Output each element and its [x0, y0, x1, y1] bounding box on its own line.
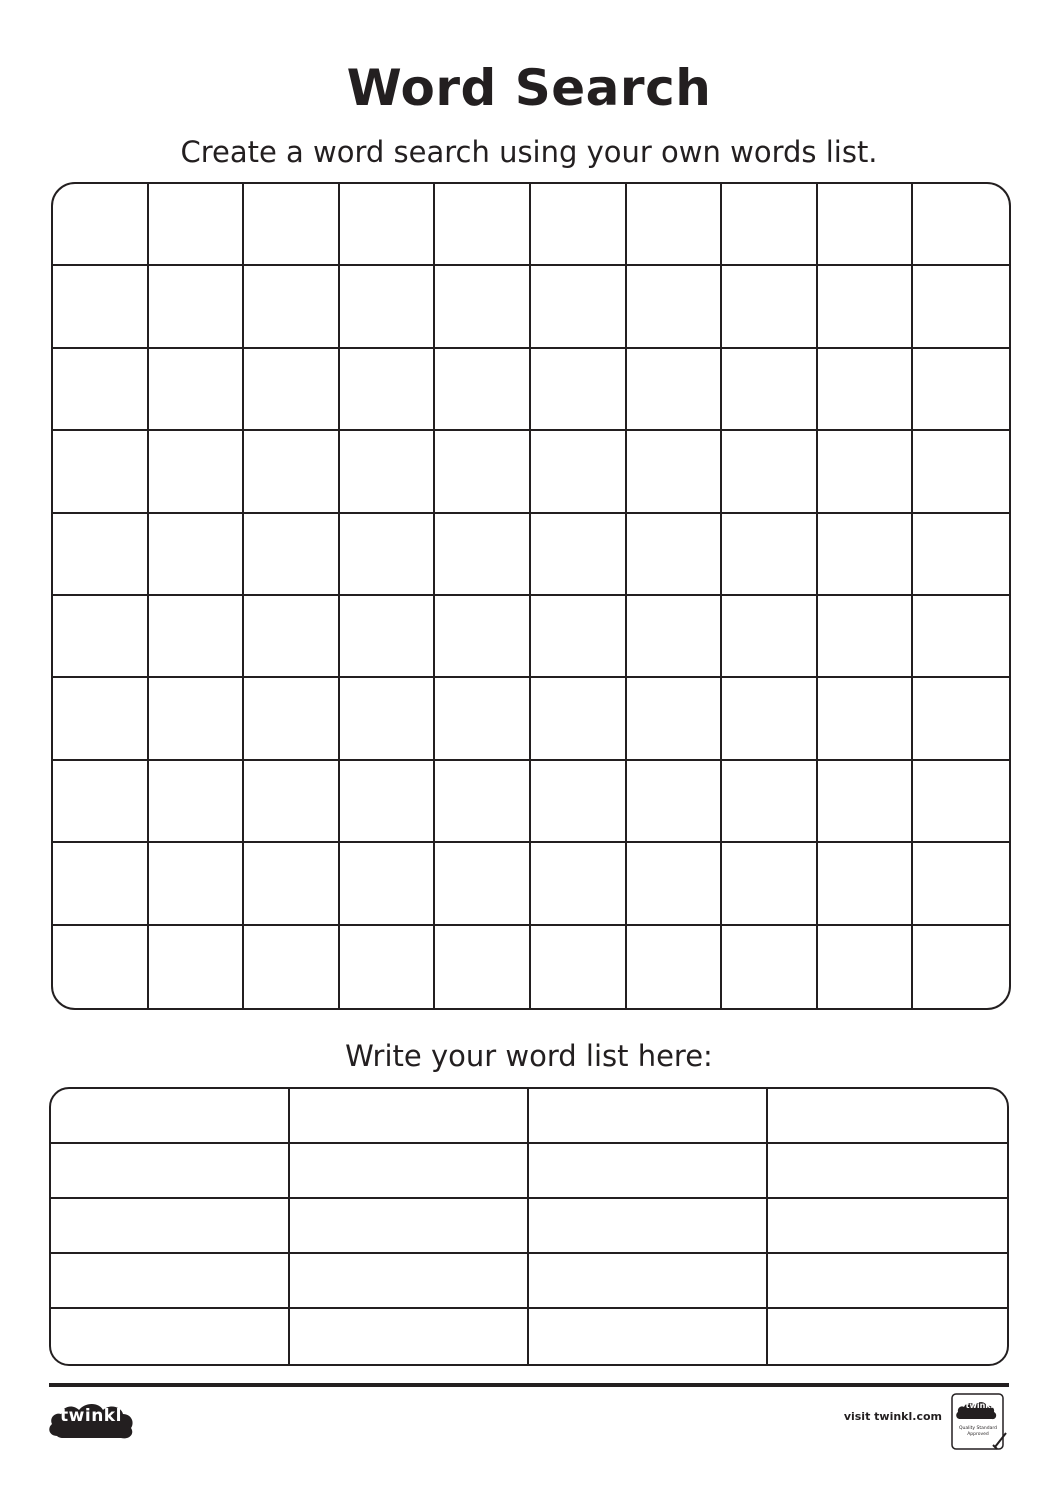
grid-cell[interactable]	[340, 596, 436, 678]
badge-logo-text: twinkl	[965, 1401, 994, 1410]
word-list-table	[49, 1087, 1009, 1366]
grid-cell[interactable]	[722, 926, 818, 1008]
page-title: Word Search	[346, 59, 712, 117]
grid-cell[interactable]	[435, 184, 531, 266]
page-subtitle: Create a word search using your own words list.	[180, 135, 878, 169]
grid-cell[interactable]	[53, 678, 149, 760]
grid-cell[interactable]	[340, 514, 436, 596]
grid-cell[interactable]	[531, 596, 627, 678]
grid-cell[interactable]	[531, 843, 627, 925]
grid-cell[interactable]	[818, 843, 914, 925]
grid-cell[interactable]	[340, 431, 436, 513]
grid-cell[interactable]	[722, 678, 818, 760]
word-list-cell[interactable]	[768, 1309, 1007, 1364]
grid-cell[interactable]	[149, 349, 245, 431]
word-list-cell[interactable]	[529, 1144, 768, 1199]
grid-cell[interactable]	[244, 678, 340, 760]
grid-cell[interactable]	[244, 431, 340, 513]
grid-cell[interactable]	[627, 678, 723, 760]
grid-cell[interactable]	[818, 926, 914, 1008]
grid-cell[interactable]	[149, 678, 245, 760]
grid-cell[interactable]	[531, 678, 627, 760]
grid-cell[interactable]	[53, 843, 149, 925]
grid-cell[interactable]	[818, 761, 914, 843]
grid-cell[interactable]	[149, 843, 245, 925]
grid-cell[interactable]	[149, 184, 245, 266]
grid-cell[interactable]	[435, 431, 531, 513]
grid-cell[interactable]	[818, 349, 914, 431]
grid-cell[interactable]	[435, 266, 531, 348]
grid-cell[interactable]	[340, 761, 436, 843]
grid-cell[interactable]	[818, 184, 914, 266]
word-search-grid	[51, 182, 1011, 1010]
grid-cell[interactable]	[531, 266, 627, 348]
grid-cell[interactable]	[531, 349, 627, 431]
grid-cell[interactable]	[627, 843, 723, 925]
grid-cell[interactable]	[53, 349, 149, 431]
word-list-cell[interactable]	[529, 1254, 768, 1309]
grid-cell[interactable]	[722, 266, 818, 348]
grid-cell[interactable]	[913, 926, 1009, 1008]
grid-cell[interactable]	[913, 349, 1009, 431]
grid-cell[interactable]	[531, 926, 627, 1008]
grid-cell[interactable]	[627, 514, 723, 596]
grid-cell[interactable]	[53, 431, 149, 513]
grid-cell[interactable]	[818, 596, 914, 678]
grid-cell[interactable]	[913, 514, 1009, 596]
grid-cell[interactable]	[53, 761, 149, 843]
grid-cell[interactable]	[435, 926, 531, 1008]
grid-cell[interactable]	[340, 349, 436, 431]
badge-caption-line2: Approved	[967, 1432, 989, 1437]
word-list-cell[interactable]	[51, 1199, 290, 1254]
word-list-cell[interactable]	[51, 1309, 290, 1364]
grid-cell[interactable]	[531, 184, 627, 266]
grid-cell[interactable]	[722, 184, 818, 266]
grid-cell[interactable]	[53, 514, 149, 596]
grid-cell[interactable]	[913, 184, 1009, 266]
word-list-cell[interactable]	[51, 1089, 290, 1144]
badge-caption-line1: Quality Standard	[959, 1426, 997, 1431]
grid-cell[interactable]	[53, 266, 149, 348]
visit-link[interactable]: visit twinkl.com	[843, 1410, 942, 1423]
grid-cell[interactable]	[149, 514, 245, 596]
grid-cell[interactable]	[627, 266, 723, 348]
grid-cell[interactable]	[913, 761, 1009, 843]
grid-cell[interactable]	[149, 926, 245, 1008]
grid-cell[interactable]	[244, 514, 340, 596]
grid-cell[interactable]	[149, 761, 245, 843]
grid-cell[interactable]	[722, 596, 818, 678]
grid-cell[interactable]	[722, 514, 818, 596]
grid-cell[interactable]	[435, 843, 531, 925]
quality-standard-badge	[951, 1393, 1008, 1450]
grid-cell[interactable]	[627, 596, 723, 678]
grid-cell[interactable]	[913, 431, 1009, 513]
grid-cell[interactable]	[53, 184, 149, 266]
grid-cell[interactable]	[818, 266, 914, 348]
grid-cell[interactable]	[913, 843, 1009, 925]
grid-cell[interactable]	[149, 596, 245, 678]
word-list-cell[interactable]	[768, 1254, 1007, 1309]
footer-divider	[49, 1383, 1009, 1387]
word-list-cell[interactable]	[768, 1089, 1007, 1144]
word-list-cell[interactable]	[768, 1199, 1007, 1254]
grid-cell[interactable]	[53, 596, 149, 678]
word-list-cell[interactable]	[290, 1254, 529, 1309]
grid-cell[interactable]	[149, 266, 245, 348]
grid-cell[interactable]	[340, 184, 436, 266]
grid-cell[interactable]	[340, 678, 436, 760]
twinkl-logo-text: twinkl	[60, 1406, 122, 1426]
word-list-cell[interactable]	[290, 1309, 529, 1364]
word-list-cell[interactable]	[290, 1089, 529, 1144]
grid-cell[interactable]	[435, 514, 531, 596]
grid-cell[interactable]	[244, 596, 340, 678]
grid-cell[interactable]	[818, 514, 914, 596]
grid-cell[interactable]	[244, 926, 340, 1008]
grid-cell[interactable]	[627, 926, 723, 1008]
grid-cell[interactable]	[435, 349, 531, 431]
grid-cell[interactable]	[818, 431, 914, 513]
grid-cell[interactable]	[627, 184, 723, 266]
grid-cell[interactable]	[435, 596, 531, 678]
word-list-cell[interactable]	[529, 1309, 768, 1364]
grid-cell[interactable]	[435, 678, 531, 760]
word-list-cell[interactable]	[51, 1144, 290, 1199]
badge-caption	[954, 1426, 1002, 1438]
grid-cell[interactable]	[913, 596, 1009, 678]
grid-cell[interactable]	[913, 678, 1009, 760]
grid-cell[interactable]	[627, 761, 723, 843]
grid-cell[interactable]	[531, 761, 627, 843]
grid-cell[interactable]	[244, 266, 340, 348]
word-list-cell[interactable]	[529, 1199, 768, 1254]
grid-cell[interactable]	[818, 678, 914, 760]
grid-cell[interactable]	[722, 431, 818, 513]
grid-cell[interactable]	[531, 514, 627, 596]
twinkl-logo	[47, 1398, 135, 1442]
grid-cell[interactable]	[149, 431, 245, 513]
grid-cell[interactable]	[627, 431, 723, 513]
grid-cell[interactable]	[722, 843, 818, 925]
grid-cell[interactable]	[244, 843, 340, 925]
grid-cell[interactable]	[913, 266, 1009, 348]
grid-cell[interactable]	[627, 349, 723, 431]
word-list-cell[interactable]	[51, 1254, 290, 1309]
word-list-cell[interactable]	[529, 1089, 768, 1144]
grid-cell[interactable]	[340, 266, 436, 348]
grid-cell[interactable]	[53, 926, 149, 1008]
grid-cell[interactable]	[722, 349, 818, 431]
grid-cell[interactable]	[435, 761, 531, 843]
grid-cell[interactable]	[244, 761, 340, 843]
word-list-cell[interactable]	[768, 1144, 1007, 1199]
word-list-heading: Write your word list here:	[345, 1039, 713, 1073]
grid-cell[interactable]	[722, 761, 818, 843]
grid-cell[interactable]	[244, 184, 340, 266]
grid-cell[interactable]	[340, 926, 436, 1008]
grid-cell[interactable]	[340, 843, 436, 925]
grid-cell[interactable]	[244, 349, 340, 431]
grid-cell[interactable]	[531, 431, 627, 513]
word-list-cell[interactable]	[290, 1199, 529, 1254]
word-list-cell[interactable]	[290, 1144, 529, 1199]
